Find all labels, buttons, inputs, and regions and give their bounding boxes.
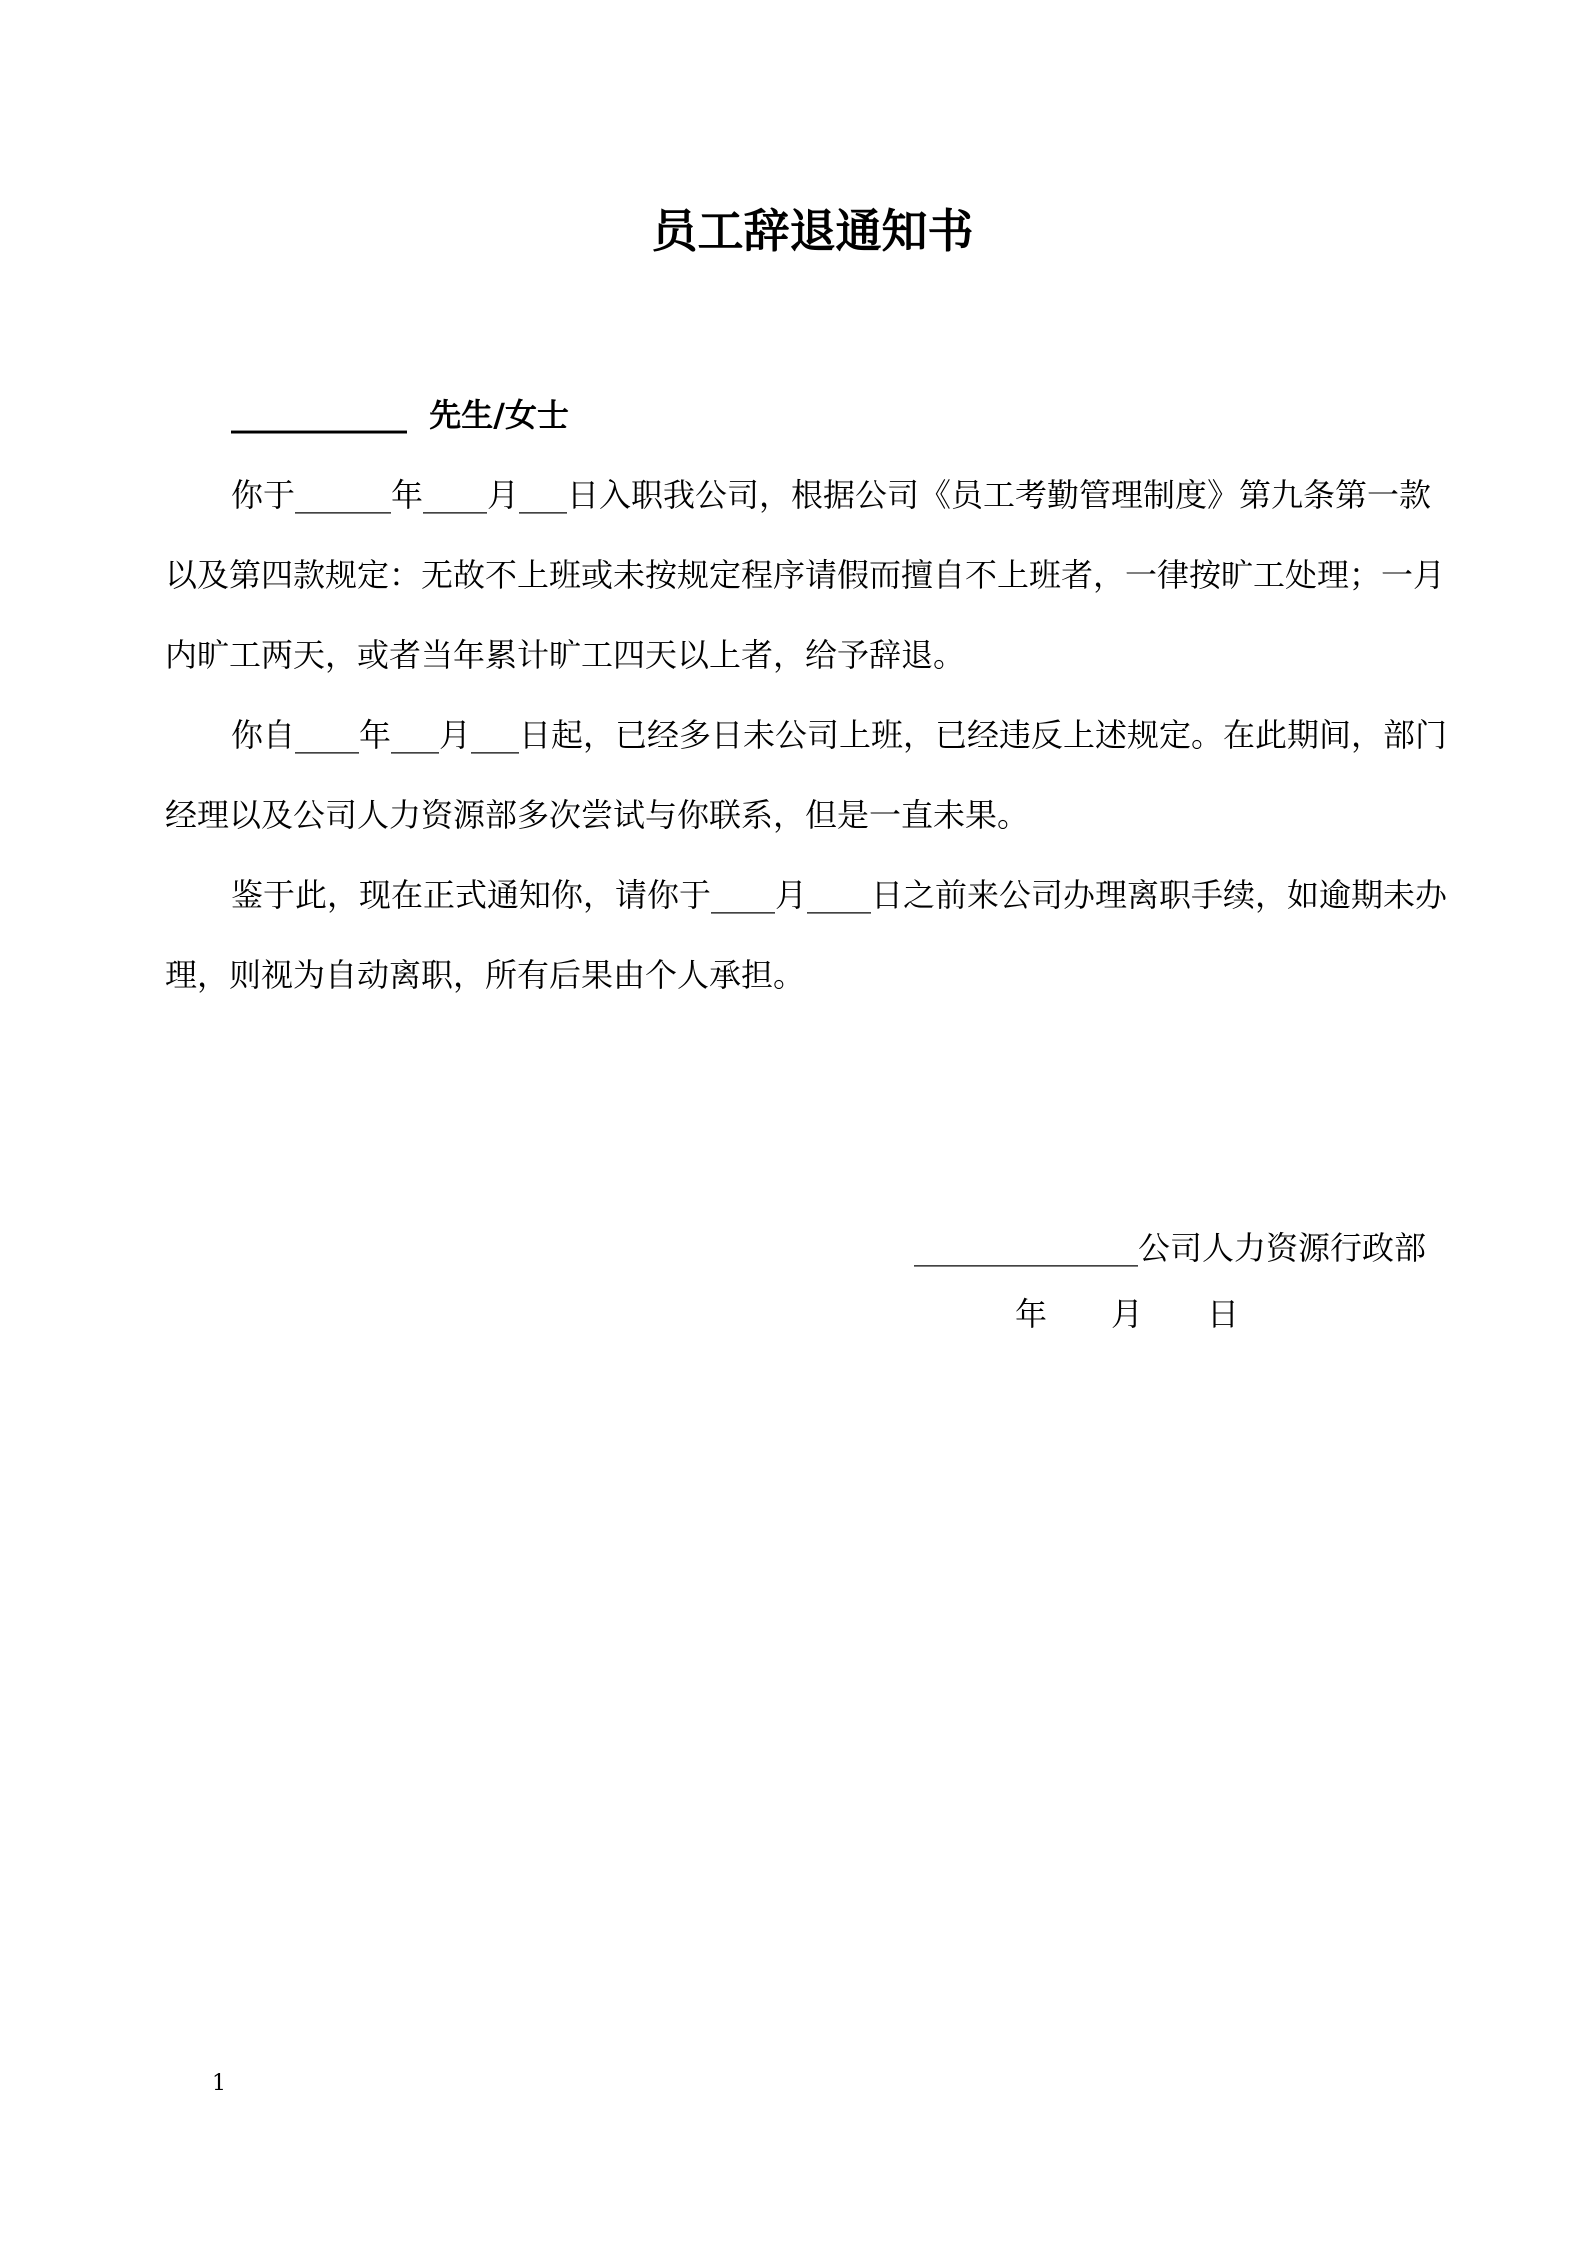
page-number: 1 — [212, 2071, 226, 2096]
paragraph-2-line-1: 你自____年___月___日起，已经多日未公司上班，已经违反上述规定。在此期间，部门 — [231, 716, 1448, 754]
paragraph-3-line-1: 鉴于此，现在正式通知你，请你于____月____日之前来公司办理离职手续，如逾期未办 — [231, 876, 1448, 914]
salutation-line: ___________ 先生/女士 — [231, 396, 569, 434]
document-body — [165, 455, 1475, 1015]
signature-date-line: 年 月 日 — [1014, 1295, 1239, 1333]
signature-department-line: ______________公司人力资源行政部 — [913, 1229, 1426, 1267]
paragraph-3-line-2: 理，则视为自动离职，所有后果由个人承担。 — [165, 956, 806, 994]
paragraph-1-line-2: 以及第四款规定：无故不上班或未按规定程序请假而擅自不上班者，一律按旷工处理；一月 — [165, 556, 1446, 594]
document-title: 员工辞退通知书 — [651, 204, 974, 258]
paragraph-2-line-2: 经理以及公司人力资源部多次尝试与你联系，但是一直未果。 — [165, 796, 1030, 834]
paragraph-1-line-1: 你于______年____月___日入职我公司，根据公司《员工考勤管理制度》第九条第一款 — [231, 476, 1432, 514]
paragraph-1-line-3: 内旷工两天，或者当年累计旷工四天以上者，给予辞退。 — [165, 636, 966, 674]
